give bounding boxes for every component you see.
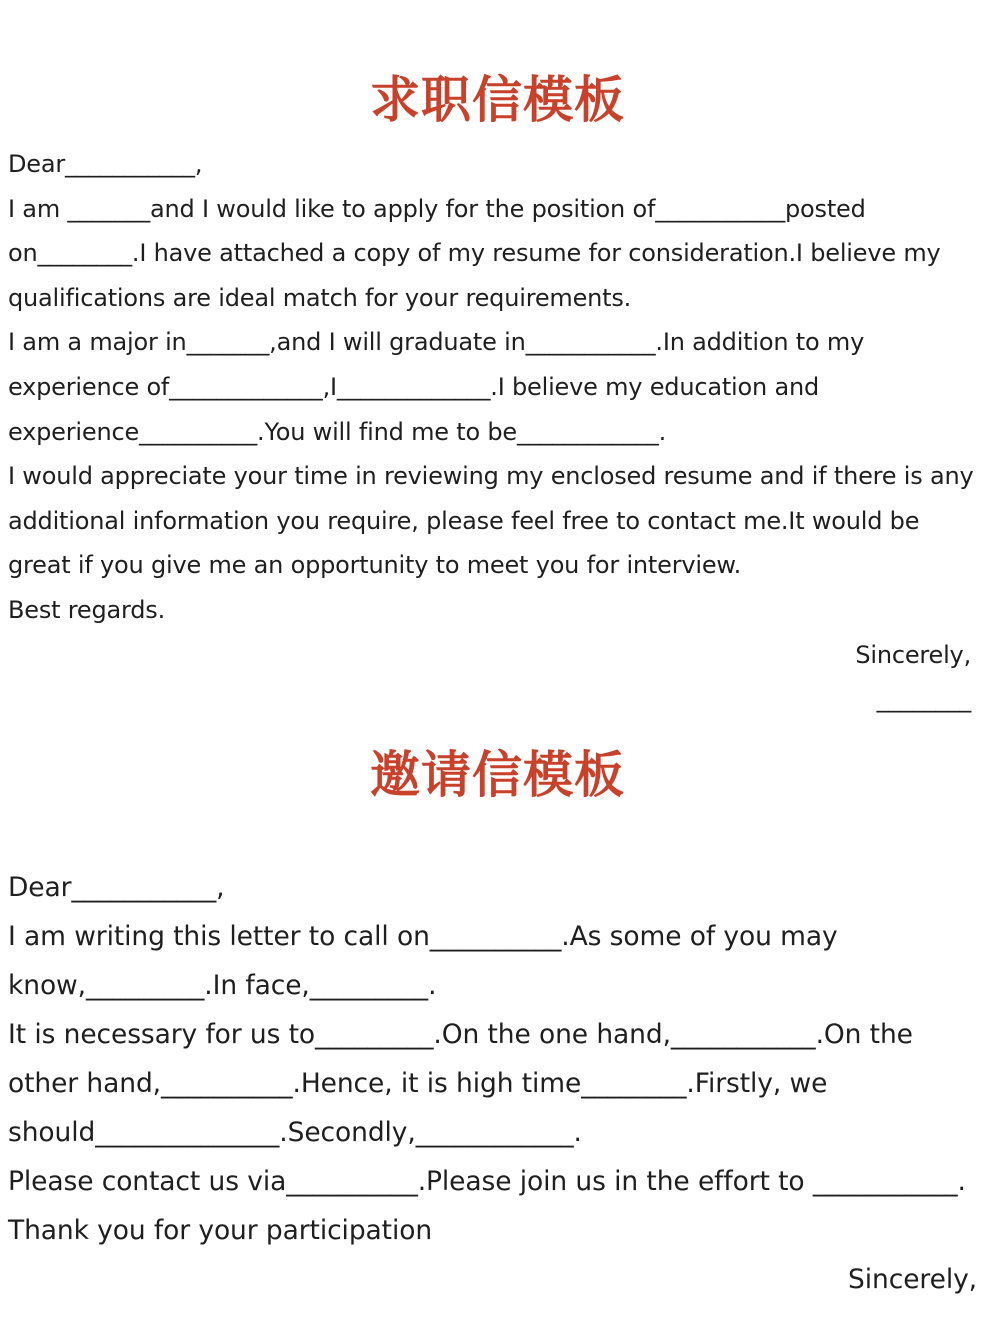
letter-line: It is necessary for us to_________.On the one hand,___________.On the bbox=[8, 1019, 913, 1050]
letter-line: know,_________.In face,_________. bbox=[8, 970, 437, 1001]
letter-line: additional information you require, please feel free to contact me.It would be bbox=[8, 506, 920, 535]
letter-line: experience of_____________,I_____________.I believe my education and bbox=[8, 372, 820, 401]
letter-line: I would appreciate your time in reviewing my enclosed resume and if there is any bbox=[8, 462, 974, 491]
job-letter-body bbox=[8, 142, 993, 722]
invitation-letter-body bbox=[8, 863, 993, 1304]
letter-line: I am a major in_______,and I will graduate in___________.In addition to my bbox=[8, 328, 865, 357]
signature-blank: ________ bbox=[876, 685, 971, 714]
letter-line: I am _______and I would like to apply for the position of___________posted bbox=[8, 194, 866, 223]
job-letter-title: 求职信模板 bbox=[370, 71, 625, 129]
invitation-letter-closing: Sincerely, bbox=[848, 1264, 977, 1295]
letter-line: great if you give me an opportunity to meet you for interview. bbox=[8, 551, 742, 580]
letter-line: Best regards. bbox=[8, 595, 166, 624]
invitation-letter-title: 邀请信模板 bbox=[370, 746, 625, 804]
letter-line: I am writing this letter to call on__________.As some of you may bbox=[8, 921, 838, 952]
job-letter-closing: Sincerely, bbox=[855, 640, 971, 669]
letter-line: experience__________.You will find me to be____________. bbox=[8, 417, 667, 446]
letter-line: Dear___________, bbox=[8, 150, 203, 178]
letter-line: Please contact us via__________.Please join us in the effort to ___________. bbox=[8, 1166, 966, 1197]
letter-line: Dear___________, bbox=[8, 872, 225, 903]
letter-line: on________.I have attached a copy of my resume for consideration.I believe my bbox=[8, 239, 941, 268]
letter-line: qualifications are ideal match for your requirements. bbox=[8, 283, 632, 312]
letter-line: other hand,__________.Hence, it is high time________.Firstly, we bbox=[8, 1068, 828, 1099]
letter-line: Thank you for your participation bbox=[8, 1215, 433, 1246]
letter-line: should______________.Secondly,____________. bbox=[8, 1117, 582, 1148]
